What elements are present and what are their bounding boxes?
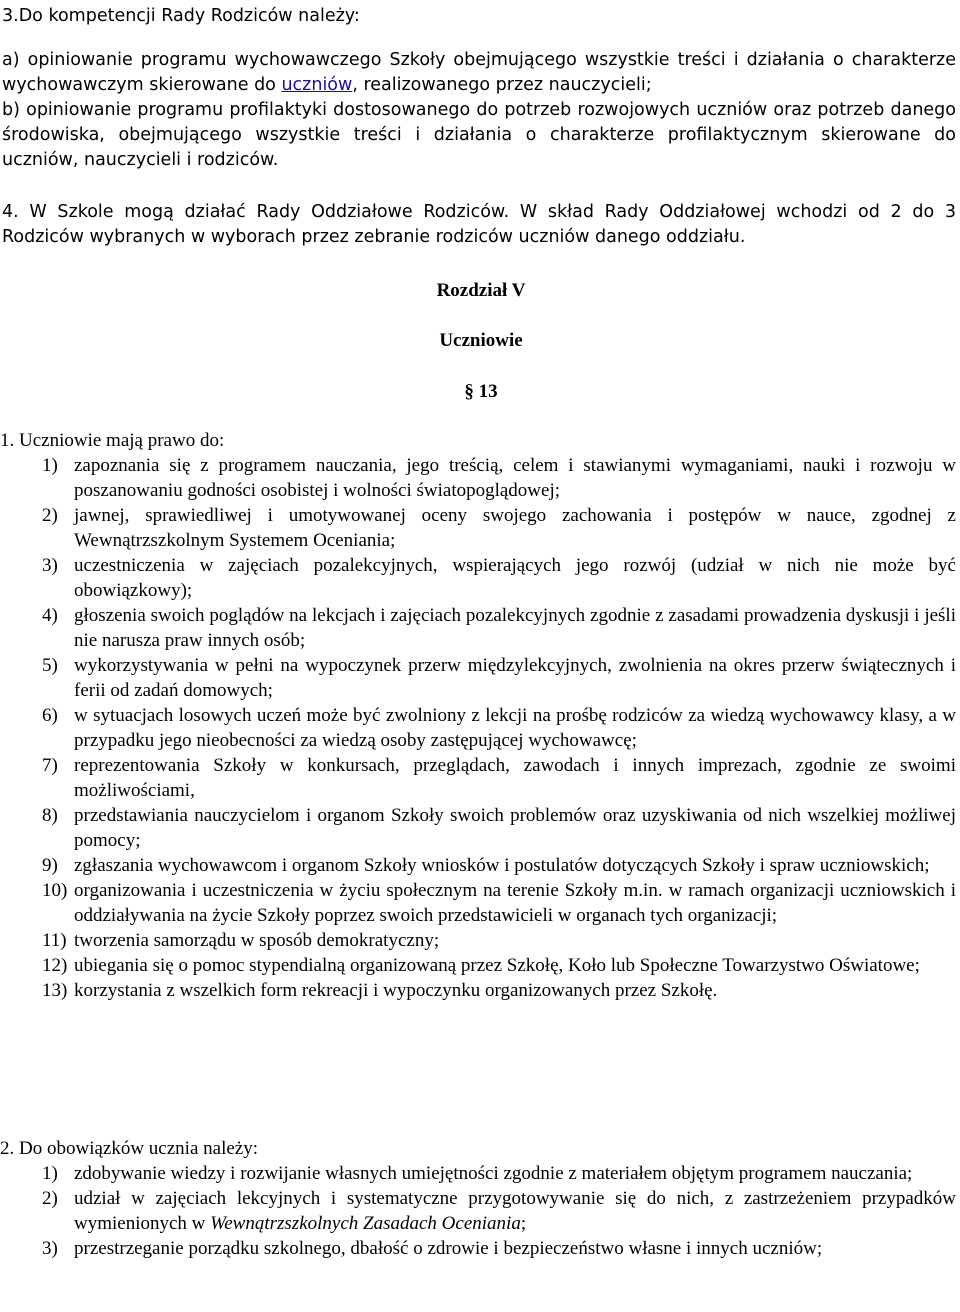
- list-item: 13) korzystania z wszelkich form rekreacji i wypoczynku organizowanych przez Szkołę.: [42, 980, 718, 1001]
- chapter-subtitle: Uczniowie: [439, 330, 523, 351]
- list-item: 2) udział w zajęciach lekcyjnych i systematyczne przygotowywanie się do nich, z zastrzeżeniem przypadków wymienionych w Wewnątrzszkolnych Zasadach Oceniania;: [42, 1188, 956, 1234]
- list-item: 3) przestrzeganie porządku szkolnego, dbałość o zdrowie i bezpieczeństwo własne i innych uczniów;: [42, 1238, 823, 1259]
- list-item: 11) tworzenia samorządu w sposób demokratyczny;: [42, 930, 440, 951]
- list-item: 7) reprezentowania Szkoły w konkursach, przeglądach, zawodach i innych imprezach, zgodnie ze swoimi możliwościami,: [42, 755, 956, 801]
- list-item: 12) ubiegania się o pomoc stypendialną organizowaną przez Szkołę, Koło lub Społeczne Towarzystwo Oświatowe;: [42, 955, 920, 976]
- list-item: 5) wykorzystywania w pełni na wypoczynek przerw międzylekcyjnych, zwolnienia na okres przerw świątecznych i ferii od zadań domowych;: [42, 655, 956, 701]
- list-item: 4) głoszenia swoich poglądów na lekcjach i zajęciach pozalekcyjnych zgodnie z zasadami prowadzenia dyskusji i jeśli nie narusza praw innych osób;: [42, 605, 956, 651]
- duties-section: [0, 1136, 956, 1261]
- section3-item-a: a) opiniowanie programu wychowawczego Szkoły obejmującego wszystkie treści i działania o charakterze wychowawczym skierowane do uczniów, realizowanego przez nauczycieli;: [2, 50, 956, 95]
- list-item: 3) uczestniczenia w zajęciach pozalekcyjnych, wspierających jego rozwój (udział w nich nie może być obowiązkowy);: [42, 555, 956, 601]
- list-item: 10) organizowania i uczestniczenia w życiu społecznym na terenie Szkoły m.in. w ramach organizacji uczniowskich i oddziaływania na życie Szkoły poprzez swoich przedstawicieli w organach tych organizacji;: [42, 880, 956, 926]
- list-item: 9) zgłaszania wychowawcom i organom Szkoły wniosków i postulatów dotyczących Szkoły i spraw uczniowskich;: [42, 855, 930, 876]
- duties-intro: 2. Do obowiązków ucznia należy:: [0, 1138, 258, 1159]
- list-item: 1) zdobywanie wiedzy i rozwijanie własnych umiejętności zgodnie z materiałem objętym programem nauczania;: [42, 1163, 913, 1184]
- list-item: 6) w sytuacjach losowych uczeń może być zwolniony z lekcji na prośbę rodziców za wiedzą wychowawcy klasy, a w przypadku jego nieobecności za wiedzą osoby zastępującej wychowawcę;: [42, 705, 956, 751]
- rights-section: [0, 428, 956, 1003]
- list-item: 2) jawnej, sprawiedliwej i umotywowanej oceny swojego zachowania i postępów w nauce, zgodnej z Wewnątrzszkolnym Systemem Oceniania;: [42, 505, 956, 551]
- section3-item-b: b) opiniowanie programu profilaktyki dostosowanego do potrzeb rozwojowych uczniów oraz potrzeb danego środowiska, obejmującego wszystkie treści i działania o charakterze profilaktycznym skierowane do uczniów, nauczycieli i rodziców.: [2, 100, 956, 170]
- section4-text: 4. W Szkole mogą działać Rady Oddziałowe Rodziców. W skład Rady Oddziałowej wchodzi od 2 do 3 Rodziców wybranych w wyborach przez zebranie rodziców uczniów danego oddziału.: [2, 202, 956, 247]
- rights-intro: 1. Uczniowie mają prawo do:: [0, 430, 225, 451]
- section3-heading: 3.Do kompetencji Rady Rodziców należy:: [2, 6, 360, 26]
- chapter-title: Rozdział V: [436, 280, 526, 301]
- rights-list: [0, 453, 956, 1003]
- list-item: 1) zapoznania się z programem nauczania, jego treścią, celem i stawianymi wymaganiami, nauki i rozwoju w poszanowaniu godności osobistej i wolności światopoglądowej;: [42, 455, 956, 501]
- uczniow-link[interactable]: uczniów: [281, 75, 353, 95]
- duties-list: [0, 1161, 956, 1261]
- list-item: 8) przedstawiania nauczycielom i organom Szkoły swoich problemów oraz uzyskiwania od nich wszelkiej możliwej pomocy;: [42, 805, 956, 851]
- paragraph-number: § 13: [464, 381, 498, 402]
